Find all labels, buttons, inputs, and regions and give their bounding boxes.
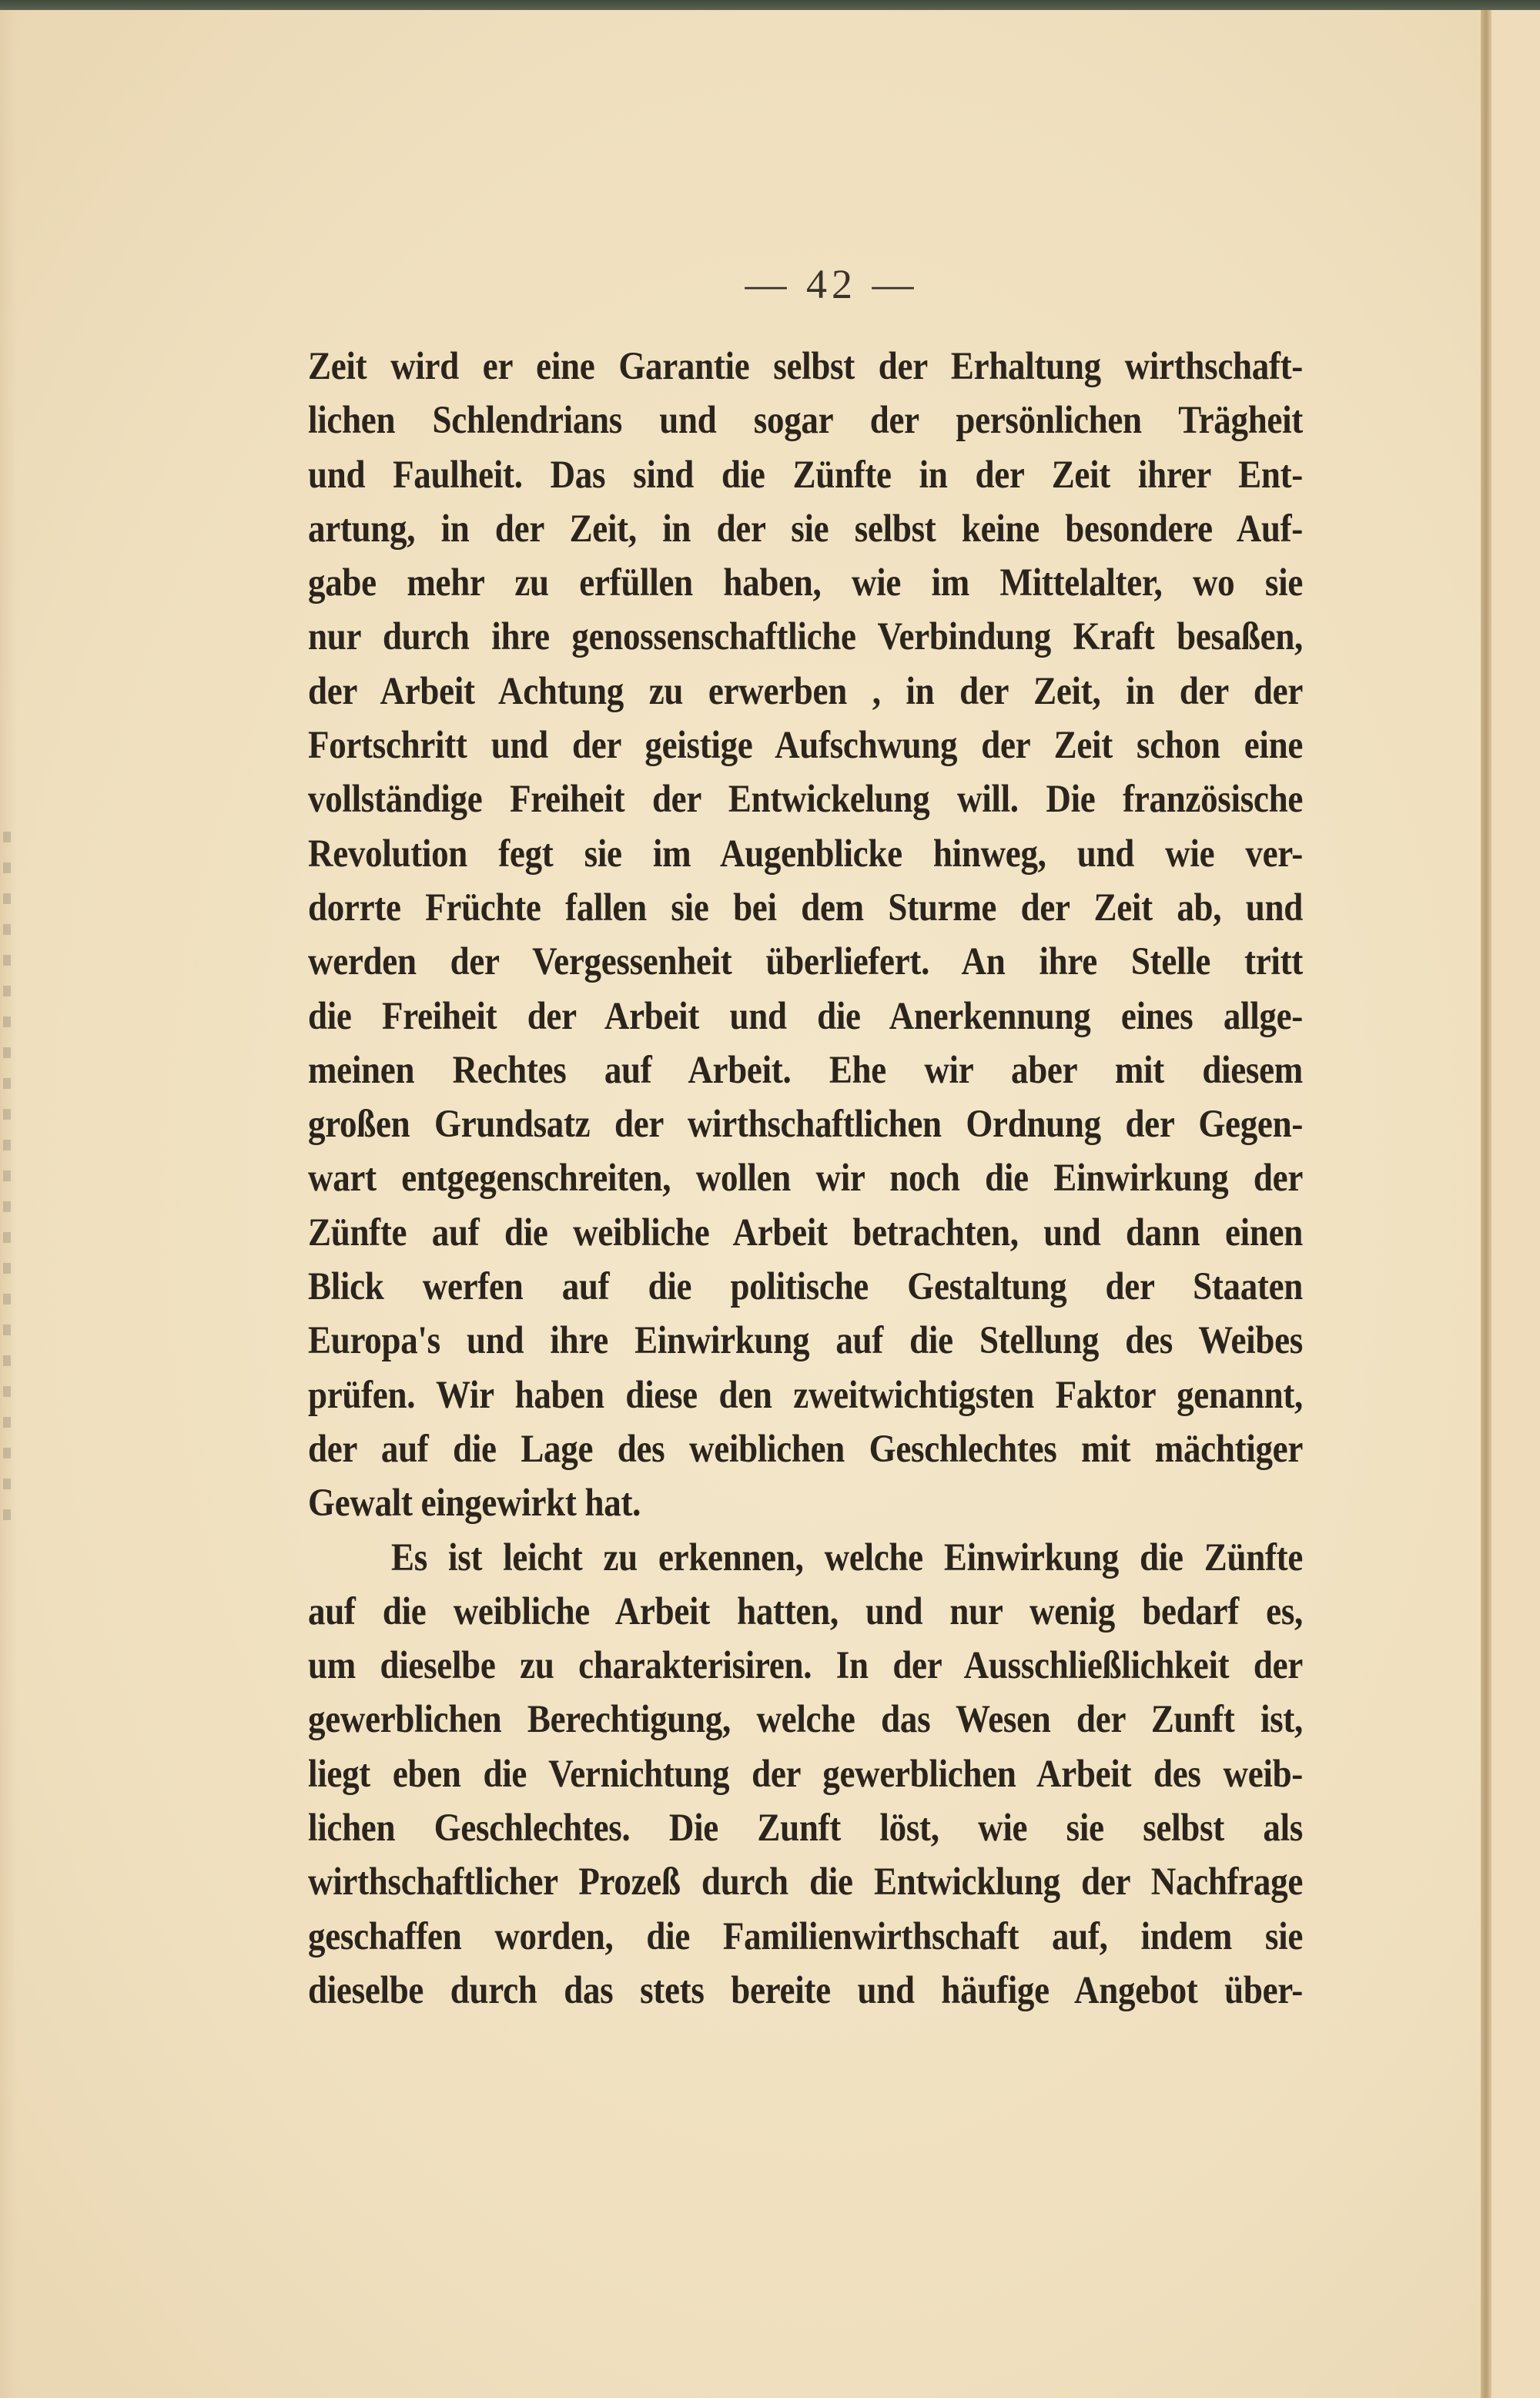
text-line: vollständige Freiheit der Entwickelung will. Die französische [308,777,1303,821]
text-line: Blick werfen auf die politische Gestaltung der Staaten [308,1264,1303,1308]
text-line: die Freiheit der Arbeit und die Anerkennung eines allge- [308,993,1303,1037]
text-line: nur durch ihre genossenschaftliche Verbindung Kraft besaßen, [308,615,1303,658]
text-line: Europa's und ihre Einwirkung auf die Stellung des Weibes [308,1318,1303,1362]
text-line: liegt eben die Vernichtung der gewerblichen Arbeit des weib- [308,1751,1303,1795]
text-line: Zeit wird er eine Garantie selbst der Erhaltung wirthschaft- [308,343,1303,387]
text-line: meinen Rechtes auf Arbeit. Ehe wir aber mit diesem [308,1047,1303,1091]
text-line: großen Grundsatz der wirthschaftlichen Ordnung der Gegen- [308,1102,1303,1146]
text-line: geschaffen worden, die Familienwirthschaft auf, indem sie [308,1914,1303,1958]
text-line: Fortschritt und der geistige Aufschwung der Zeit schon eine [308,723,1303,767]
text-line: der Arbeit Achtung zu erwerben , in der Zeit, in der der [308,668,1303,712]
text-line: dorrte Früchte fallen sie bei dem Sturme der Zeit ab, und [308,885,1303,929]
next-page-edge [1491,10,1540,2398]
text-line: werden der Vergessenheit überliefert. An ihre Stelle tritt [308,939,1303,983]
book-cover-top-edge [0,0,1540,10]
text-line: um dieselbe zu charakterisiren. In der Ausschließlichkeit der [308,1643,1303,1687]
text-line: dieselbe durch das stets bereite und häufige Angebot über- [308,1968,1303,2011]
text-line: wart entgegenschreiten, wollen wir noch die Einwirkung der [308,1156,1303,1200]
text-line: Revolution fegt sie im Augenblicke hinweg, und wie ver- [308,831,1303,875]
text-line: auf die weibliche Arbeit hatten, und nur wenig bedarf es, [308,1589,1303,1633]
page-edge-shadow [1481,10,1491,2398]
text-line: lichen Schlendrians und sogar der persönlichen Trägheit [308,398,1303,442]
bleed-through-marks [3,832,11,1525]
text-line: gabe mehr zu erfüllen haben, wie im Mittelalter, wo sie [308,561,1303,605]
body-text [308,339,1303,2017]
text-line: lichen Geschlechtes. Die Zunft löst, wie sie selbst als [308,1805,1303,1849]
text-line: prüfen. Wir haben diese den zweitwichtigsten Faktor genannt, [308,1372,1303,1416]
text-line: wirthschaftlicher Prozeß durch die Entwicklung der Nachfrage [308,1860,1303,1904]
text-line: gewerblichen Berechtigung, welche das Wesen der Zunft ist, [308,1697,1303,1741]
paragraph-start-line: Es ist leicht zu erkennen, welche Einwirkung die Zünfte [391,1535,1303,1579]
page-number: — 42 — [745,261,919,307]
paragraph-end-line: Gewalt eingewirkt hat. [308,1481,641,1525]
text-line: der auf die Lage des weiblichen Geschlechtes mit mächtiger [308,1426,1303,1470]
text-line: Zünfte auf die weibliche Arbeit betrachten, und dann einen [308,1210,1303,1254]
text-line: und Faulheit. Das sind die Zünfte in der Zeit ihrer Ent- [308,452,1303,496]
text-line: artung, in der Zeit, in der sie selbst keine besondere Auf- [308,506,1303,550]
